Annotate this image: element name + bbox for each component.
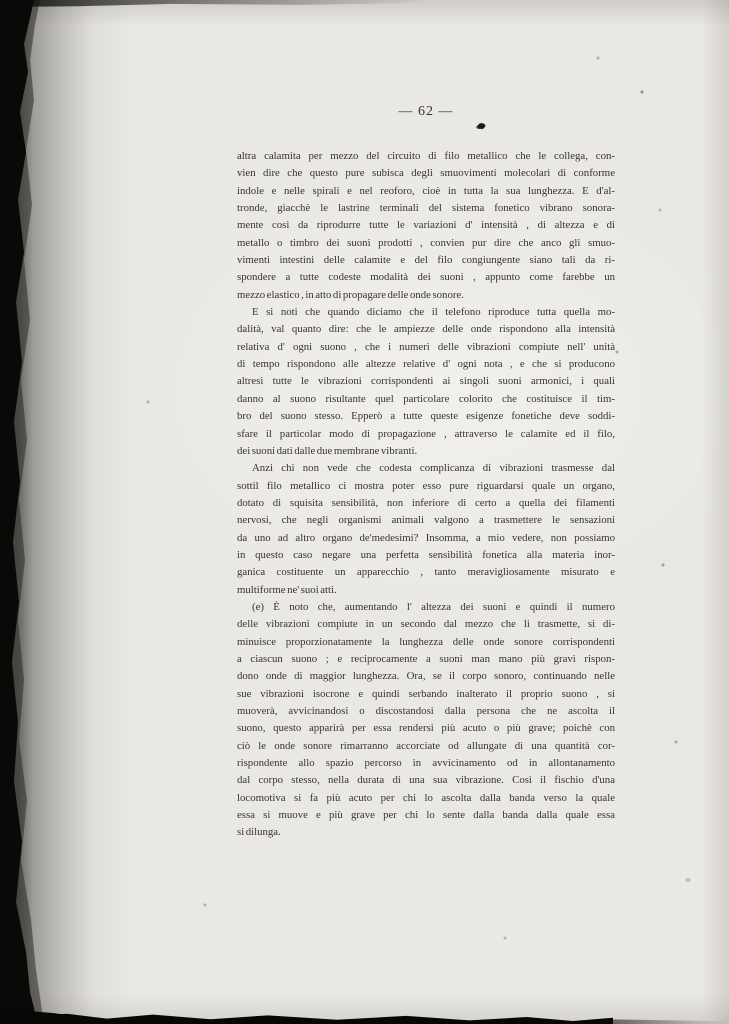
text-line: spondere a tutte codeste modalità dei suoni , appunto come farebbe un [237,271,615,284]
text-line: ganica costituente un apparecchio , tanto meravigliosamente misurato e [237,566,615,579]
paragraph [237,460,615,599]
text-block [237,148,615,842]
text-line: tronde, giacchè le lastrine terminali del sistema fonetico vibrano sonora- [237,202,615,215]
text-line: vimenti intestini delle calamite e del filo congiungente siano tali da ri- [237,254,615,267]
paragraph [237,304,615,460]
text-line: in questo caso negare una perfetta sensibilità fonetica alla materia inor- [237,548,615,561]
text-line: dono onde di maggior lunghezza. Ora, se il corpo sonoro, continuando nelle [237,670,615,683]
paragraph [237,148,615,304]
text-line: altresì tutte le vibrazioni corrispondenti ai singoli suoni armonici, i quali [237,375,615,388]
text-line: a ciascun suono ; e reciprocamente a suoni man mano più gravi rispon- [237,652,615,665]
text-line: sottil filo metallico ci mostra poter esso pure riguardarsi quale un organo, [237,479,615,492]
text-line: minuisce proporzionatamente la lunghezza delle onde sonore corrispondenti [237,635,615,648]
text-line: Anzi chi non vede che codesta complicanza di vibrazioni trasmesse dal [252,462,615,475]
text-line: sfare il particolar modo di propagazione , attraverso le calamite ed il filo, [237,427,615,440]
text-line: indole e nelle spirali e nel reoforo, cioè in tutta la sua lunghezza. E d'al- [237,184,615,197]
text-line: metallo o timbro dei suoni prodotti , convien pur dire che anco gli smuo- [237,236,615,249]
page-number: — 62 — [398,104,454,119]
text-line: dei suoni dati dalle due membrane vibranti. [237,444,418,457]
text-line: suono, questo apparirà per essa rendersi più acuto o più grave; poichè con [237,722,615,735]
text-line: si dilunga. [237,826,281,839]
text-line: dotato di squisita sensibilità, non inferiore di certo a quella dei filamenti [237,496,615,509]
text-line: rispondente allo spazio percorso in avvicinamento od in allontanamento [237,757,615,770]
text-line: di tempo rispondono alle altezze relative d' ogni nota , e che si producono [237,358,615,371]
text-line: mente così da riprodurre tutte le variazioni d' intensità , di altezza e di [237,219,615,232]
text-line: mezzo elastico , in atto di propagare delle onde sonore. [237,288,464,301]
text-line: dal corpo stesso, nella durata di una sua vibrazione. Così il fischio d'una [237,774,615,787]
text-line: da uno ad altro organo de'medesimi? Insomma, a mio vedere, non possiamo [237,531,615,544]
text-line: delle vibrazioni compiute in un secondo dal mezzo che li trasmette, si di- [237,618,615,631]
text-line: vien dire che questo pure subisca degli smuovimenti molecolari di conforme [237,167,615,180]
text-line: ciò le onde sonore rimarranno accorciate od allungate di una quantità cor- [237,739,615,752]
text-line: nervosi, che negli organismi animali valgono a trasmettere le sensazioni [237,514,615,527]
text-line: essa si muove e più grave per chi lo sente dalla banda dalla quale essa [237,809,615,822]
text-line: multiforme ne' suoi atti. [237,583,337,596]
text-line: locomotiva si fa più acuto per chi lo ascolta dalla banda verso la quale [237,791,615,804]
text-line: bro del suono stesso. Epperò a tutte queste esigenze fonetiche deve soddi- [237,410,615,423]
text-line: E si noti che quando diciamo che il telefono riproduce tutta quella mo- [252,306,615,319]
torn-gutter-edge [0,0,46,1024]
text-line: danno al suono risultante quel particolare colorito che costituisce il tim- [237,392,615,405]
text-line: relativa d' ogni suono , che i numeri delle vibrazioni compiute nell' unità [237,340,615,353]
text-line: muoverà, avvicinandosi o discostandosi dalla persona che ne ascolta il [237,705,615,717]
text-line: sue vibrazioni isocrone e quindi serbando inalterato il proprio suono , si [237,687,615,700]
text-line: altra calamita per mezzo del circuito di filo metallico che le collega, con- [237,150,615,162]
paragraph [237,599,615,842]
text-line: dalità, val quanto dire: che le ampiezze delle onde rispondono alla intensità [237,323,615,336]
text-line: (e) È noto che, aumentando l' altezza dei suoni e quindi il numero [252,600,615,613]
